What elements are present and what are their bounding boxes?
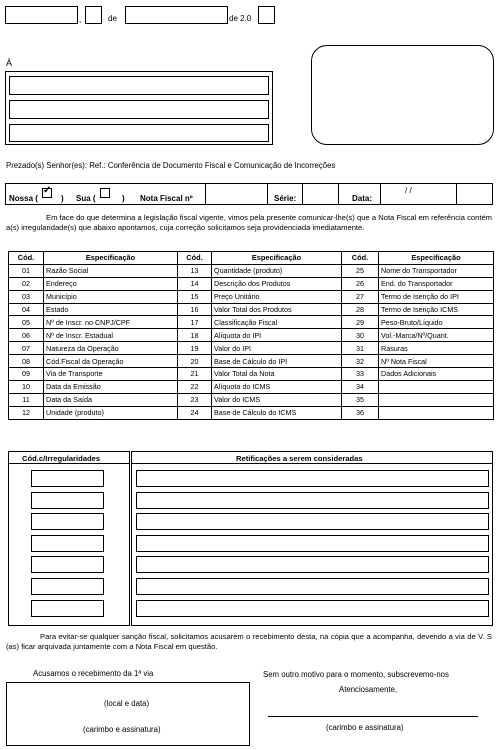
city-field[interactable] xyxy=(5,6,78,24)
comma: , xyxy=(79,15,82,24)
irreg-code-field[interactable] xyxy=(31,578,104,595)
code-cell: 10 xyxy=(9,380,44,393)
paragraph-1: Em face do que determina a legislação fiscal vigente, vimos pela presente comunicar-lhe(s) que a Nota Fiscal em referência contém a(s) irregularidade(s) que abaixo apontamos, cuja correção solicitamos seja providenciada imediatamente. xyxy=(6,213,492,232)
code-cell: 24 xyxy=(178,406,212,419)
data-label: Data: xyxy=(352,194,373,203)
spec-cell: Alíquota do ICMS xyxy=(212,380,342,393)
carimbo-left-label: (carimbo e assinatura) xyxy=(83,725,161,734)
nossa-label: Nossa ( xyxy=(9,194,38,203)
spec-cell xyxy=(379,406,494,419)
irreg-fix-header: Retificações a serem consideradas xyxy=(236,454,363,463)
receipt-box[interactable] xyxy=(6,682,250,746)
carimbo-right-label: (carimbo e assinatura) xyxy=(326,723,404,732)
spec-cell: Termo de Isenção ICMS xyxy=(379,303,494,316)
code-cell: 19 xyxy=(178,342,212,355)
col-header: Cód. xyxy=(9,252,44,265)
code-cell: 03 xyxy=(9,290,44,303)
spec-cell: Base de Cálculo do IPI xyxy=(212,355,342,368)
code-cell: 13 xyxy=(178,264,212,277)
spec-cell: Peso-Bruto/Líquido xyxy=(379,316,494,329)
spec-cell: Município xyxy=(44,290,178,303)
nossa-close: ) xyxy=(61,194,64,203)
spec-cell: Vol.-Marca/Nº/Quant. xyxy=(379,329,494,342)
recipient-label: À xyxy=(6,58,13,68)
table-row xyxy=(9,368,494,381)
spec-cell: Data da Saída xyxy=(44,393,178,406)
receipt-title: Acusamos o recebimento da 1ª via xyxy=(33,669,154,678)
intro-text: Prezado(s) Senhor(es): Ref.: Conferência de Documento Fiscal e Comunicação de Incorreções xyxy=(6,161,336,170)
spec-cell: Via de Transporte xyxy=(44,368,178,381)
spec-cell: Nº de Inscr. Estadual xyxy=(44,329,178,342)
spec-cell: Valor Total dos Produtos xyxy=(212,303,342,316)
specification-table xyxy=(8,251,494,420)
spec-cell: Unidade (produto) xyxy=(44,406,178,419)
table-row xyxy=(9,303,494,316)
code-cell: 31 xyxy=(342,342,379,355)
spec-cell: Preço Unitário xyxy=(212,290,342,303)
irreg-codes-header: Cód.c/Irregularidades xyxy=(22,454,101,463)
serie-label: Série: xyxy=(274,194,297,203)
spec-cell: Dados Adicionais xyxy=(379,368,494,381)
spec-cell: Estado xyxy=(44,303,178,316)
code-cell: 01 xyxy=(9,264,44,277)
code-cell: 05 xyxy=(9,316,44,329)
data-separators: / / xyxy=(405,186,412,195)
col-header: Cód. xyxy=(178,252,212,265)
code-cell: 33 xyxy=(342,368,379,381)
table-row xyxy=(9,380,494,393)
code-cell: 07 xyxy=(9,342,44,355)
spec-cell: Rasuras xyxy=(379,342,494,355)
spec-cell: Base de Cálculo do ICMS xyxy=(212,406,342,419)
sua-close: ) xyxy=(122,194,125,203)
irreg-code-field[interactable] xyxy=(31,492,104,509)
recipient-line-2[interactable] xyxy=(9,100,269,119)
local-data-label: (local e data) xyxy=(104,699,150,708)
closing-line-1: Sem outro motivo para o momento, subscrevemo-nos xyxy=(263,670,449,679)
code-cell: 06 xyxy=(9,329,44,342)
table-header-row xyxy=(9,252,494,265)
spec-cell: Cód.Fiscal da Operação xyxy=(44,355,178,368)
code-cell: 29 xyxy=(342,316,379,329)
spec-cell: Valor do IPI xyxy=(212,342,342,355)
code-cell: 11 xyxy=(9,393,44,406)
table-row xyxy=(9,355,494,368)
irreg-code-field[interactable] xyxy=(31,513,104,530)
month-field[interactable] xyxy=(125,6,228,24)
day-field[interactable] xyxy=(85,6,102,24)
code-cell: 21 xyxy=(178,368,212,381)
de-label-2: de 2.0 xyxy=(229,14,252,23)
spec-cell: Natureza da Operação xyxy=(44,342,178,355)
code-cell: 34 xyxy=(342,380,379,393)
stamp-box xyxy=(311,45,494,145)
recipient-line-3[interactable] xyxy=(9,124,269,142)
spec-cell: Razão Social xyxy=(44,264,178,277)
spec-cell: Valor do ICMS xyxy=(212,393,342,406)
code-cell: 27 xyxy=(342,290,379,303)
spec-cell: Data da Emissão xyxy=(44,380,178,393)
rectification-field[interactable] xyxy=(136,492,489,509)
irreg-fix-divider xyxy=(131,463,493,464)
table-row xyxy=(9,290,494,303)
recipient-line-1[interactable] xyxy=(9,76,269,95)
year-field[interactable] xyxy=(258,6,275,24)
spec-cell: Quantidade (produto) xyxy=(212,264,342,277)
code-cell: 09 xyxy=(9,368,44,381)
data-field[interactable] xyxy=(380,183,457,205)
code-cell: 32 xyxy=(342,355,379,368)
sua-label: Sua ( xyxy=(76,194,96,203)
spec-cell: Nº de Inscr. no CNPJ/CPF xyxy=(44,316,178,329)
code-cell: 20 xyxy=(178,355,212,368)
table-row xyxy=(9,406,494,419)
code-cell: 30 xyxy=(342,329,379,342)
code-cell: 02 xyxy=(9,277,44,290)
de-label-1: de xyxy=(108,14,117,23)
irreg-code-field[interactable] xyxy=(31,600,104,617)
spec-cell: Alíquota do IPI xyxy=(212,329,342,342)
spec-cell: Classificação Fiscal xyxy=(212,316,342,329)
irreg-code-field[interactable] xyxy=(31,535,104,552)
code-cell: 28 xyxy=(342,303,379,316)
spec-cell xyxy=(379,393,494,406)
code-cell: 14 xyxy=(178,277,212,290)
nota-fiscal-field[interactable] xyxy=(205,183,268,205)
code-cell: 23 xyxy=(178,393,212,406)
code-cell: 25 xyxy=(342,264,379,277)
code-cell: 36 xyxy=(342,406,379,419)
sua-checkbox[interactable] xyxy=(100,188,110,198)
code-cell: 08 xyxy=(9,355,44,368)
code-cell: 15 xyxy=(178,290,212,303)
code-cell: 04 xyxy=(9,303,44,316)
rectification-field[interactable] xyxy=(136,578,489,595)
spec-cell: Nº Nota Fiscal xyxy=(379,355,494,368)
nossa-check-icon: ✓ xyxy=(43,185,52,196)
rectification-field[interactable] xyxy=(136,513,489,530)
code-cell: 35 xyxy=(342,393,379,406)
table-row xyxy=(9,316,494,329)
rectification-field[interactable] xyxy=(136,556,489,573)
table-row xyxy=(9,342,494,355)
rectification-field[interactable] xyxy=(136,470,489,487)
spec-cell: End. do Transportador xyxy=(379,277,494,290)
code-cell: 17 xyxy=(178,316,212,329)
irreg-code-field[interactable] xyxy=(31,470,104,487)
irreg-codes-divider xyxy=(8,463,130,464)
rectification-field[interactable] xyxy=(136,535,489,552)
spec-cell: Descrição dos Produtos xyxy=(212,277,342,290)
code-cell: 18 xyxy=(178,329,212,342)
code-cell: 26 xyxy=(342,277,379,290)
closing-line-2: Atenciosamente, xyxy=(339,685,398,694)
spec-cell: Valor Total da Nota xyxy=(212,368,342,381)
spec-cell: Nome do Transportador xyxy=(379,264,494,277)
serie-field[interactable] xyxy=(302,183,339,205)
table-row xyxy=(9,264,494,277)
signature-line xyxy=(268,716,478,717)
table-row xyxy=(9,393,494,406)
paragraph-2: Para evitar-se qualquer sanção fiscal, solicitamos acusarem o recebimento desta, na cópia que a acompanha, devendo a via de V. S (as) ficar arquivada juntamente com a Nota Fiscal em questão. xyxy=(6,632,492,651)
code-cell: 16 xyxy=(178,303,212,316)
spec-cell: Termo de Isenção do IPI xyxy=(379,290,494,303)
spec-cell: Endereço xyxy=(44,277,178,290)
table-row xyxy=(9,329,494,342)
col-header: Especificação xyxy=(212,252,342,265)
col-header: Especificação xyxy=(379,252,494,265)
code-cell: 22 xyxy=(178,380,212,393)
spec-cell xyxy=(379,380,494,393)
rectification-field[interactable] xyxy=(136,600,489,617)
col-header: Cód. xyxy=(342,252,379,265)
table-row xyxy=(9,277,494,290)
code-cell: 12 xyxy=(9,406,44,419)
col-header: Especificação xyxy=(44,252,178,265)
nota-fiscal-label: Nota Fiscal nº xyxy=(140,194,193,203)
irreg-code-field[interactable] xyxy=(31,556,104,573)
